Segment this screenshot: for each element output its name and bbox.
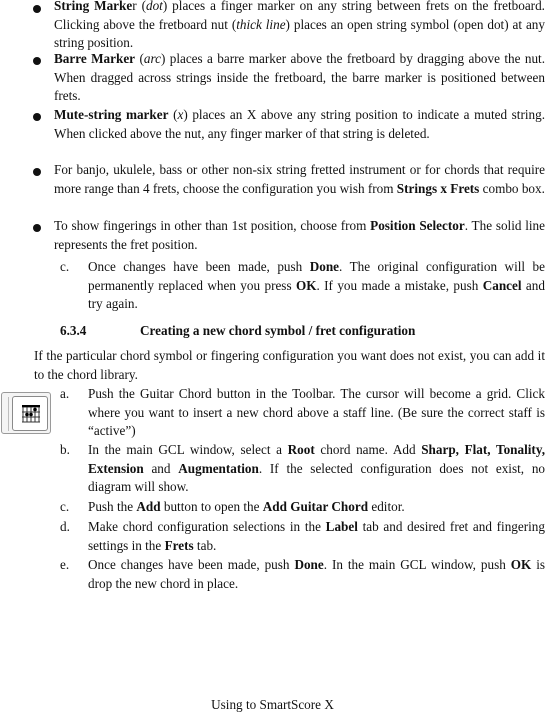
step-letter: b. [60, 442, 70, 457]
intro-paragraph: If the particular chord symbol or fingering configuration you want does not exist, you can add it to the chord library. [34, 348, 545, 382]
bullet-mute-string-marker: Mute-string marker (x) places an X above any string position to indicate a muted string. When clicked above the nut, any finger marker of that string is deleted. [54, 107, 545, 141]
section-number: 6.3.4 [60, 323, 87, 338]
term-position-selector: Position Selector [370, 218, 465, 233]
step-b: In the main GCL window, select a Root chord name. Add Sharp, Flat, Tonality, Extension and Augmentation. If the selected configuration does not exist, no diagram will show. [88, 442, 545, 494]
step-letter: c. [60, 499, 70, 514]
bullet-string-marker: String Marker (dot) places a finger marker on any string between frets on the fretboard. Clicking above the fretboard nut (thick line) places an open string symbol (open dot) at any string position. [54, 0, 545, 50]
bullet-dot [33, 168, 41, 176]
step-a: Push the Guitar Chord button in the Toolbar. The cursor will become a grid. Click where you want to insert a new chord above a staff line. (Be sure the correct staff is “active”) [88, 386, 545, 438]
step-letter: e. [60, 557, 70, 572]
step-c: Push the Add button to open the Add Guitar Chord editor. [88, 499, 405, 514]
step-c-done: Once changes have been made, push Done. The original configuration will be permanently replaced when you press OK. If you made a mistake, push Cancel and try again. [88, 259, 545, 311]
step-letter: a. [60, 386, 70, 401]
bullet-dot [33, 5, 41, 13]
term-string-marker: String Marke [54, 0, 133, 13]
bullet-dot [33, 57, 41, 65]
step-letter: c. [60, 259, 70, 274]
guitar-chord-grid-icon [12, 396, 48, 431]
toolbar-separator [8, 397, 9, 431]
term-barre-marker: Barre Marker [54, 51, 136, 66]
term-strings-x-frets: Strings x Frets [396, 180, 480, 196]
bullet-barre-marker: Barre Marker (arc) places a barre marker above the fretboard by dragging above the nut. When dragged across strings inside the fretboard, the barre marker is positioned between frets. [54, 51, 545, 103]
bullet-position-selector: To show fingerings in other than 1st position, choose from Position Selector. The solid line represents the fret position. [54, 218, 545, 252]
step-e: Once changes have been made, push Done. In the main GCL window, push OK is drop the new chord in place. [88, 557, 545, 591]
section-title: Creating a new chord symbol / fret configuration [140, 323, 416, 338]
bullet-strings-x-frets: For banjo, ukulele, bass or other non-six string fretted instrument or for chords that require more range than 4 frets, choose the configuration you wish from Strings x Frets combo box. [54, 162, 545, 196]
step-letter: d. [60, 519, 70, 534]
section-heading [60, 322, 415, 341]
bullet-dot [33, 113, 41, 121]
guitar-chord-toolbar-button[interactable] [1, 392, 51, 434]
bullet-dot [33, 224, 41, 232]
term-mute-string-marker: Mute-string marker [54, 107, 169, 122]
page-footer: Using to SmartScore X [211, 697, 334, 712]
step-d: Make chord configuration selections in the Label tab and desired fret and fingering settings in the Frets tab. [88, 519, 545, 553]
